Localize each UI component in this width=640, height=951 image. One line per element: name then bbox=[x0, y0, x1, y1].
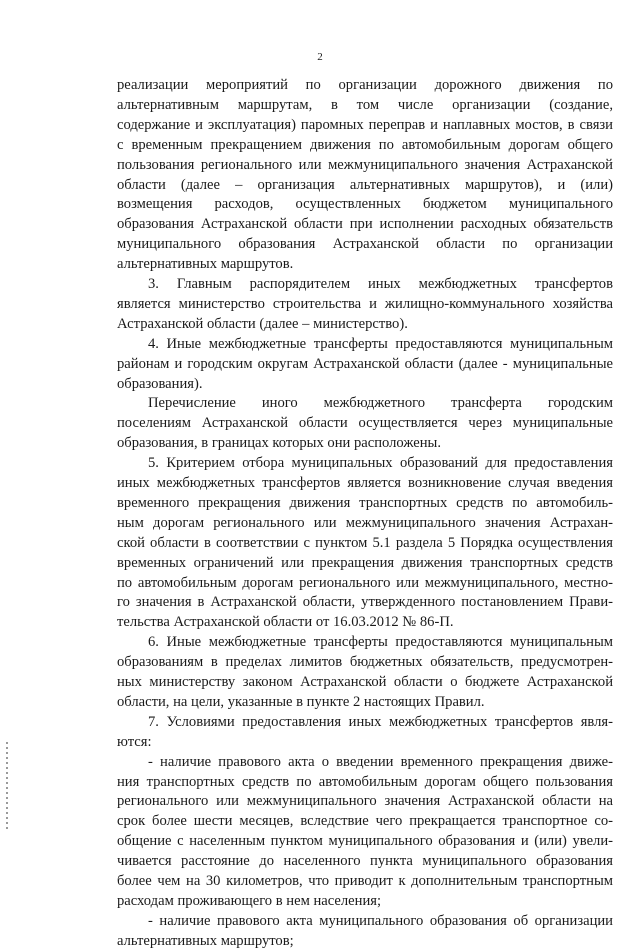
paragraph-4-line-2: поселениям Астраханской области осуществляется через муниципальные bbox=[117, 415, 613, 432]
paragraph-5-line-1: 5. Критерием отбора муниципальных образований для предоставления bbox=[148, 455, 613, 472]
paragraph-1-line-7: возмещения расходов, осуществленных бюджетом муниципального bbox=[117, 196, 613, 213]
paragraph-6-line-3: ных министерству законом Астраханской области о бюджете Астраханской bbox=[117, 674, 613, 690]
paragraph-5-line-4: ным дорогам регионального или межмуниципального значения Астрахан- bbox=[117, 514, 613, 531]
paragraph-8-line-6: чивается расстояние до населенного пункта муниципального образования bbox=[117, 853, 613, 870]
paragraph-1-line-10: альтернативных маршрутов. bbox=[117, 256, 294, 273]
paragraph-8-line-7: более чем на 30 километров, что приводит к дополнительным транспортным bbox=[117, 873, 613, 889]
paragraph-5-line-2: иных межбюджетных трансфертов является возникновение случая введения bbox=[117, 475, 613, 491]
paragraph-3-line-3: образования). bbox=[117, 375, 203, 392]
paragraph-6-line-1: 6. Иные межбюджетные трансферты предоставляются муниципальным bbox=[148, 634, 613, 651]
paragraph-8-line-2: ния транспортных средств по автомобильным дорогам общего пользования bbox=[117, 773, 613, 790]
scan-margin-mark bbox=[6, 742, 8, 832]
paragraph-8-line-3: регионального или межмуниципального значения Астраханской области на bbox=[117, 793, 613, 810]
paragraph-3-line-2: районам и городским округам Астраханской области (далее - муниципальные bbox=[117, 355, 613, 372]
paragraph-6-line-2: образованиям в пределах лимитов бюджетных обязательств, предусмотрен- bbox=[117, 654, 613, 671]
paragraph-5-line-9: тельства Астраханской области от 16.03.2012 № 86-П. bbox=[117, 614, 454, 631]
paragraph-4-line-3: образования, в границах которых они расположены. bbox=[117, 435, 441, 452]
page-number: 2 bbox=[317, 51, 323, 63]
paragraph-9-line-1: - наличие правового акта муниципального образования об организации bbox=[148, 912, 613, 929]
paragraph-1-line-9: муниципального образования Астраханской области по организации bbox=[117, 236, 613, 253]
paragraph-1-line-3: содержание и эксплуатация) паромных переправ и наплавных мостов, в связи bbox=[117, 116, 613, 133]
paragraph-5-line-8: го значения в Астраханской области, утвержденного постановлением Прави- bbox=[117, 594, 613, 611]
paragraph-2-line-2: является министерство строительства и жилищно-коммунального хозяйства bbox=[117, 295, 613, 312]
paragraph-1-line-8: образования Астраханской области при исполнении расходных обязательств bbox=[117, 216, 613, 233]
paragraph-5-line-3: временного прекращения движения транспортных средств по автомобиль- bbox=[117, 494, 613, 511]
paragraph-5-line-7: по автомобильным дорогам регионального или межмуниципального, местно- bbox=[117, 574, 613, 591]
paragraph-2-line-1: 3. Главным распорядителем иных межбюджетных трансфертов bbox=[148, 276, 613, 292]
paragraph-7-line-2: ются: bbox=[117, 733, 152, 750]
paragraph-1-line-4: с временным прекращением движения по автомобильным дорогам общего bbox=[117, 136, 613, 153]
paragraph-1-line-5: пользования регионального или межмуниципального значения Астраханской bbox=[117, 156, 613, 173]
paragraph-2-line-3: Астраханской области (далее – министерство). bbox=[117, 315, 408, 332]
paragraph-1-line-2: альтернативным маршрутам, в том числе организации (создание, bbox=[117, 96, 613, 113]
paragraph-3-line-1: 4. Иные межбюджетные трансферты предоставляются муниципальным bbox=[148, 335, 613, 352]
paragraph-8-line-4: срок более шести месяцев, вследствие чего прекращается транспортное со- bbox=[117, 813, 613, 830]
paragraph-5-line-6: временных ограничений или прекращения движения транспортных средств bbox=[117, 554, 613, 571]
paragraph-4-line-1: Перечисление иного межбюджетного трансферта городским bbox=[148, 395, 613, 412]
paragraph-1-line-6: области (далее – организация альтернативных маршрутов), и (или) bbox=[117, 176, 613, 193]
paragraph-5-line-5: ской области в соответствии с пунктом 5.1 раздела 5 Порядка осуществления bbox=[117, 534, 613, 551]
paragraph-6-line-4: области, на цели, указанные в пункте 2 настоящих Правил. bbox=[117, 693, 485, 710]
paragraph-8-line-8: расходам проживающего в нем населения; bbox=[117, 892, 382, 909]
paragraph-9-line-2: альтернативных маршрутов; bbox=[117, 932, 294, 949]
paragraph-7-line-1: 7. Условиями предоставления иных межбюджетных трансфертов явля- bbox=[148, 713, 613, 730]
paragraph-1-line-1: реализации мероприятий по организации дорожного движения по bbox=[117, 77, 613, 93]
paragraph-8-line-5: общение с населенным пунктом муниципального образования и (или) увели- bbox=[117, 833, 613, 850]
paragraph-8-line-1: - наличие правового акта о введении временного прекращения движе- bbox=[148, 753, 613, 770]
